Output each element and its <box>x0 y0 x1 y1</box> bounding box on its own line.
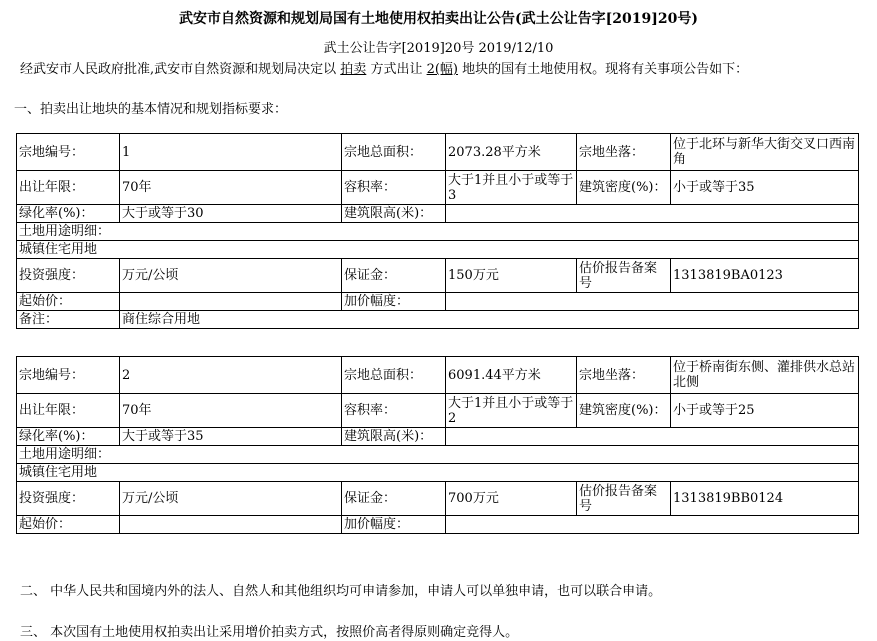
table-row <box>17 293 859 311</box>
paragraph-3: 三、 本次国有土地使用权拍卖出让采用增价拍卖方式，按照价高者得原则确定竞得人。 <box>20 625 519 640</box>
label-appraisal: 估价报告备案号 <box>577 482 671 516</box>
table-row <box>17 171 859 205</box>
value-land-use: 城镇住宅用地 <box>17 241 859 259</box>
label-deposit: 保证金： <box>342 482 446 516</box>
table-row <box>17 205 859 223</box>
value-far: 大于1并且小于或等于2 <box>446 394 577 428</box>
label-far: 容积率： <box>342 171 446 205</box>
label-land-use: 土地用途明细： <box>17 223 859 241</box>
label-total-area: 宗地总面积： <box>342 134 446 171</box>
value-investment: 万元/公顷 <box>120 482 342 516</box>
label-density: 建筑密度(%)： <box>577 394 671 428</box>
table-row <box>17 464 859 482</box>
label-green: 绿化率(%)： <box>17 428 120 446</box>
value-green: 大于或等于30 <box>120 205 342 223</box>
intro-middle: 方式出让 <box>370 62 423 77</box>
value-height <box>446 205 859 223</box>
label-total-area: 宗地总面积： <box>342 357 446 394</box>
notice-subtitle: 武土公让告字[2019]20号 2019/12/10 <box>323 41 554 56</box>
table-row <box>17 482 859 516</box>
label-height: 建筑限高(米)： <box>342 428 446 446</box>
value-density: 小于或等于25 <box>671 394 859 428</box>
paragraph-2: 二、 中华人民共和国境内外的法人、自然人和其他组织均可申请参加，申请人可以单独申请，也可以联合申请。 <box>20 584 662 599</box>
table-row <box>17 311 859 329</box>
value-location: 位于桥南街东侧、灌排供水总站北侧 <box>671 357 859 394</box>
label-investment: 投资强度： <box>17 259 120 293</box>
notice-title: 武安市自然资源和规划局国有土地使用权拍卖出让公告(武土公让告字[2019]20号) <box>179 11 698 27</box>
label-density: 建筑密度(%)： <box>577 171 671 205</box>
label-land-use: 土地用途明细： <box>17 446 859 464</box>
intro-paragraph <box>20 58 748 77</box>
table-row <box>17 516 859 534</box>
label-term: 出让年限： <box>17 394 120 428</box>
label-investment: 投资强度： <box>17 482 120 516</box>
label-remarks: 备注： <box>17 311 120 329</box>
label-parcel-no: 宗地编号： <box>17 357 120 394</box>
label-green: 绿化率(%)： <box>17 205 120 223</box>
value-height <box>446 428 859 446</box>
value-deposit: 150万元 <box>446 259 577 293</box>
value-total-area: 2073.28平方米 <box>446 134 577 171</box>
value-land-use: 城镇住宅用地 <box>17 464 859 482</box>
label-start-price: 起始价： <box>17 293 120 311</box>
value-start-price <box>120 293 342 311</box>
intro-prefix: 经武安市人民政府批准,武安市自然资源和规划局决定以 <box>20 62 337 77</box>
label-height: 建筑限高(米)： <box>342 205 446 223</box>
table-row <box>17 259 859 293</box>
table-row <box>17 357 859 394</box>
value-green: 大于或等于35 <box>120 428 342 446</box>
value-appraisal: 1313819BB0124 <box>671 482 859 516</box>
label-deposit: 保证金： <box>342 259 446 293</box>
table-row <box>17 241 859 259</box>
table-row <box>17 446 859 464</box>
value-total-area: 6091.44平方米 <box>446 357 577 394</box>
value-parcel-no: 2 <box>120 357 342 394</box>
value-increment <box>446 516 859 534</box>
table-row <box>17 223 859 241</box>
section1-heading: 一、拍卖出让地块的基本情况和规划指标要求： <box>14 102 288 117</box>
label-term: 出让年限： <box>17 171 120 205</box>
intro-suffix: 地块的国有土地使用权。现将有关事项公告如下： <box>462 62 749 77</box>
label-increment: 加价幅度： <box>342 293 446 311</box>
table-row <box>17 134 859 171</box>
value-start-price <box>120 516 342 534</box>
value-term: 70年 <box>120 394 342 428</box>
table-row <box>17 394 859 428</box>
label-location: 宗地坐落： <box>577 357 671 394</box>
value-density: 小于或等于35 <box>671 171 859 205</box>
value-investment: 万元/公顷 <box>120 259 342 293</box>
label-appraisal: 估价报告备案号 <box>577 259 671 293</box>
value-parcel-no: 1 <box>120 134 342 171</box>
value-appraisal: 1313819BA0123 <box>671 259 859 293</box>
parcel-table-1 <box>16 133 859 329</box>
value-increment <box>446 293 859 311</box>
label-location: 宗地坐落： <box>577 134 671 171</box>
intro-count: 2(幅) <box>426 62 459 77</box>
label-parcel-no: 宗地编号： <box>17 134 120 171</box>
parcel-table-2 <box>16 356 859 534</box>
value-remarks: 商住综合用地 <box>120 311 859 329</box>
intro-method: 拍卖 <box>340 62 367 77</box>
label-far: 容积率： <box>342 394 446 428</box>
label-increment: 加价幅度： <box>342 516 446 534</box>
table-row <box>17 428 859 446</box>
label-start-price: 起始价： <box>17 516 120 534</box>
value-far: 大于1并且小于或等于3 <box>446 171 577 205</box>
value-location: 位于北环与新华大街交叉口西南角 <box>671 134 859 171</box>
value-term: 70年 <box>120 171 342 205</box>
value-deposit: 700万元 <box>446 482 577 516</box>
